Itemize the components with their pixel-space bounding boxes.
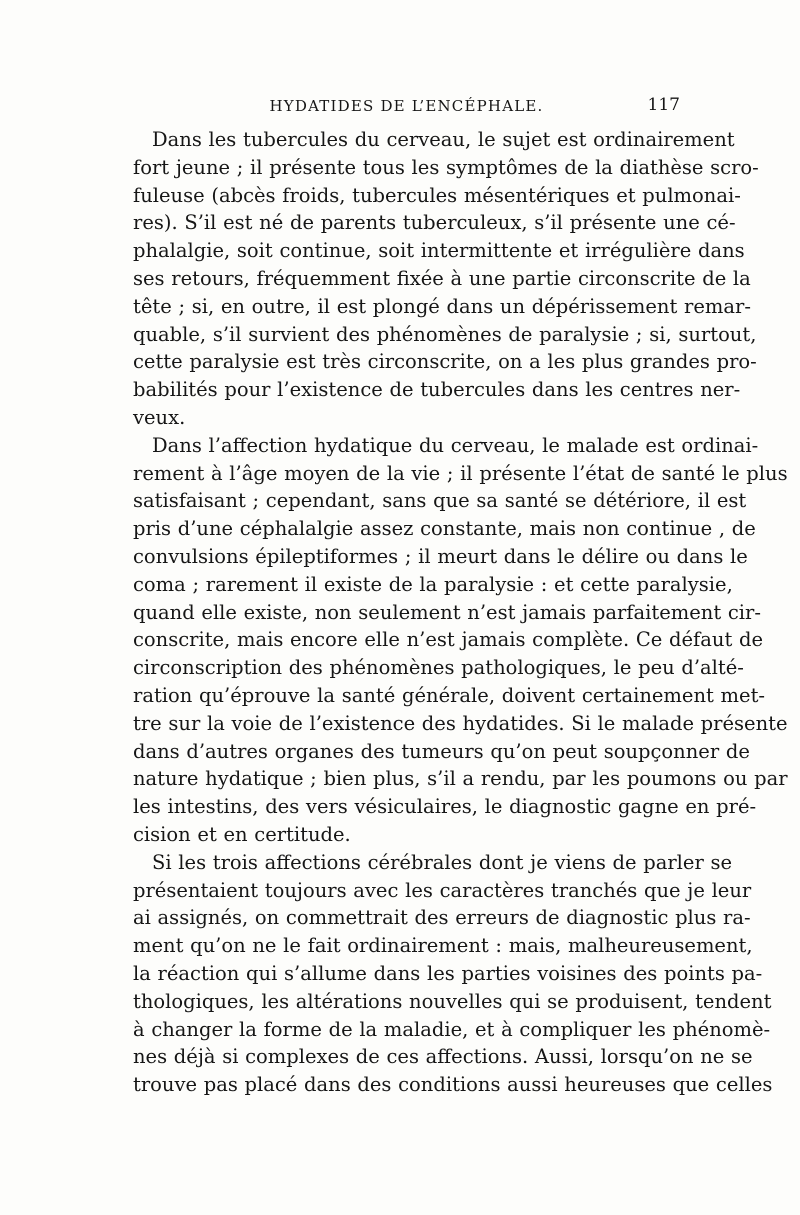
text-line: trouve pas placé dans des conditions aussi heureuses que celles	[133, 1073, 773, 1097]
text-line: pris d’une céphalalgie assez constante, mais non continue , de	[133, 517, 756, 541]
text-line: convulsions épileptiformes ; il meurt dans le délire ou dans le	[133, 544, 748, 568]
text-line: tre sur la voie de l’existence des hydatides. Si le malade présente	[133, 711, 788, 735]
text-line: circonscription des phénomènes pathologiques, le peu d’alté-	[133, 656, 744, 680]
text-line: coma ; rarement il existe de la paralysie : et cette paralysie,	[133, 572, 733, 596]
text-line: ses retours, fréquemment fixée à une partie circonscrite de la	[133, 266, 751, 290]
page-number: 117	[647, 95, 680, 115]
text-line: conscrite, mais encore elle n’est jamais complète. Ce défaut de	[133, 628, 764, 652]
text-line: présentaient toujours avec les caractères tranchés que je leur	[133, 878, 752, 902]
text-line: ration qu’éprouve la santé générale, doivent certainement met-	[133, 683, 765, 707]
text-line: Dans les tubercules du cerveau, le sujet est ordinairement	[152, 128, 735, 151]
text-line: ment qu’on ne le fait ordinairement : mais, malheureusement,	[133, 934, 753, 958]
paragraph-hydatique	[133, 432, 788, 849]
text-line: à changer la forme de la maladie, et à compliquer les phénomè-	[133, 1017, 771, 1041]
text-line: satisfaisant ; cependant, sans que sa santé se détériore, il est	[133, 489, 747, 513]
paragraph-trois-affections	[133, 849, 773, 1099]
text-line: ai assignés, on commettrait des erreurs de diagnostic plus ra-	[133, 906, 751, 930]
running-title: HYDATIDES DE L’ENCÉPHALE.	[269, 97, 544, 115]
text-line: rement à l’âge moyen de la vie ; il présente l’état de santé le plus	[133, 461, 788, 485]
text-line: res). S’il est né de parents tuberculeux, s’il présente une cé-	[133, 211, 736, 235]
text-line: Dans l’affection hydatique du cerveau, le malade est ordinai-	[152, 433, 759, 457]
text-line: cision et en certitude.	[133, 822, 351, 846]
text-line: Si les trois affections cérébrales dont je viens de parler se	[152, 850, 733, 874]
text-line: babilités pour l’existence de tubercules dans les centres ner-	[133, 378, 741, 402]
text-line: veux.	[133, 405, 186, 429]
text-line: quable, s’il survient des phénomènes de paralysie ; si, surtout,	[133, 322, 757, 346]
text-line: phalalgie, soit continue, soit intermittente et irrégulière dans	[133, 239, 745, 263]
running-head	[133, 95, 680, 119]
text-line: quand elle existe, non seulement n’est jamais parfaitement cir-	[133, 600, 761, 624]
text-line: dans d’autres organes des tumeurs qu’on peut soupçonner de	[133, 739, 750, 763]
paragraph-tubercules	[133, 126, 759, 432]
text-line: les intestins, des vers vésiculaires, le diagnostic gagne en pré-	[133, 795, 757, 819]
body-text	[133, 126, 788, 1099]
text-line: nes déjà si complexes de ces affections. Aussi, lorsqu’on ne se	[133, 1045, 753, 1069]
text-line: cette paralysie est très circonscrite, on a les plus grandes pro-	[133, 350, 757, 374]
text-line: fuleuse (abcès froids, tubercules mésentériques et pulmonai-	[133, 183, 741, 207]
text-line: la réaction qui s’allume dans les parties voisines des points pa-	[133, 961, 763, 985]
text-line: fort jeune ; il présente tous les symptômes de la diathèse scro-	[133, 155, 759, 179]
text-line: nature hydatique ; bien plus, s’il a rendu, par les poumons ou par	[133, 767, 788, 791]
text-line: thologiques, les altérations nouvelles qui se produisent, tendent	[133, 989, 772, 1013]
text-line: tête ; si, en outre, il est plongé dans un dépérissement remar-	[133, 294, 751, 318]
